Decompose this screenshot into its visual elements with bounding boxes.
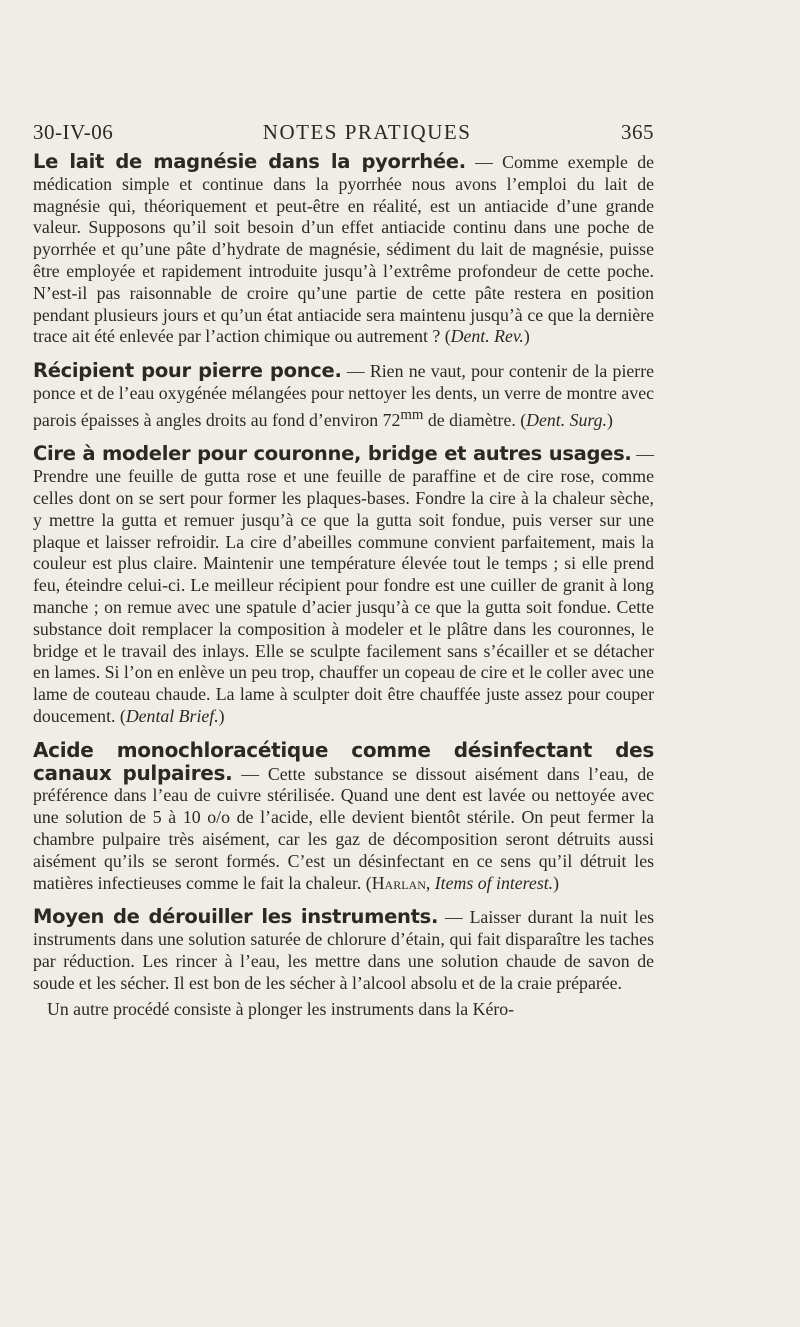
article-magnesia-pyorrhea — [33, 151, 654, 348]
article-heading: Acide monochloracétique comme désinfectant des canaux pulpaires. — [33, 737, 654, 785]
article-body: Comme exemple de médication simple et continue dans la pyorrhée nous avons l’emploi du lait de magnésie qui, théoriquement et peut-être en réalité, est un antiacide d’une grande valeur. Supposons qu’il soit besoin d’un effet antiacide continu dans une poche de pyorrhée et qu’une pâte d’hydrate de magnésie, sédiment du lait de magnésie, puisse être employée et rapidement introduite jusqu’à l’extrême profondeur de cette poche. N’est-il pas raisonnable de croire qu’une partie de cette pâte restera en position pendant plusieurs jours et qu’un état antiacide sera maintenu jusqu’à ce que la dernière trace ait été enlevée par l’action chimique ou autrement ? ( — [33, 152, 654, 347]
page-number: 365 — [620, 120, 654, 144]
header-title: NOTES PRATIQUES — [262, 120, 472, 144]
article-body-end: de diamètre. ( — [423, 409, 527, 430]
article-heading: Récipient pour pierre ponce. — [33, 359, 342, 383]
article-derusting-instruments — [33, 906, 654, 994]
heading-dash: — — [341, 361, 370, 382]
article-source: Dent. Rev. — [450, 326, 524, 347]
heading-dash: — — [631, 444, 654, 465]
closing-paren: ) — [553, 872, 560, 893]
article-body: Cette substance se dissout aisément dans l’eau, de préférence dans l’eau de cuivre stérilisée. Quand une dent est lavée ou nettoyée avec une solution de 5 à 10 o/o de l’acide, elle devient bientôt stérile. On peut fermer la chambre pulpaire très aisément, car les gaz de décomposition seront détruits aussi aisément qu’ils se seront formés. C’est un désinfectant en ce sens qu’il détruit les matières infectieuses comme le fait la chaleur. ( — [33, 763, 655, 893]
heading-dash: — — [465, 152, 503, 172]
closing-paren: ) — [607, 409, 613, 430]
article-body: Laisser durant la nuit les instruments dans une solution saturée de chlorure d’étain, qui fait disparaître les taches par réduction. Les rincer à l’eau, les mettre dans une solution chaude de savon de soude et les sécher. Il est bon de les sécher à l’alcool absolu et de la craie préparée. — [33, 907, 655, 993]
article-source: Dental Brief. — [125, 706, 219, 727]
article-modeling-wax — [33, 443, 654, 727]
article-source: Items of interest. — [434, 872, 554, 893]
header-date: 30-IV-06 — [33, 120, 114, 144]
unit-superscript: mm — [400, 406, 424, 423]
article-heading: Cire à modeler pour couronne, bridge et autres usages. — [33, 442, 632, 466]
article-continuation: Un autre procédé consiste à plonger les instruments dans la Kéro- — [47, 998, 515, 1019]
article-pumice-container — [33, 360, 654, 431]
closing-paren: ) — [523, 326, 530, 347]
heading-dash: — — [438, 907, 470, 928]
article-body: Rien ne vaut, pour contenir de la pierre ponce et de l’eau oxygénée mélangées pour nettoyer les dents, un verre de montre avec parois épaisses à angles droits au fond d’environ 72 — [33, 361, 655, 430]
closing-paren: ) — [218, 706, 225, 727]
article-heading: Moyen de dérouiller les instruments. — [33, 905, 439, 929]
author-comma: , — [425, 872, 435, 893]
article-monochloracetic-acid — [33, 737, 655, 895]
article-body: Prendre une feuille de gutta rose et une feuille de paraffine et de cire rose, comme celles dont on se sert pour former les plaques-bases. Fondre la cire à la chaleur sèche, y mettre la gutta et remuer jusqu’à ce que la gutta soit fondue, puis verser sur une plaque et laisser refroidir. La cire d’abeilles commune convient parfaitement, mais la couleur est plus claire. Maintenir une température élevée tout le temps ; si elle prend feu, éteindre celui-ci. Le meilleur récipient pour fondre est une cuiller de granit à long manche ; on remue avec une spatule d’acier jusqu’à ce que la gutta soit fondue. Cette substance doit remplacer la composition à modeler et le plâtre dans les couronnes, le bridge et le travail des inlays. Elle se sculpte facilement sans s’écailler et se détacher en lames. Si l’on en enlève un peu trop, chauffer un copeau de cire et le coller avec une lame de couteau chaude. La lame à sculpter doit être chauffée juste assez pour couper doucement. ( — [33, 466, 654, 727]
article-heading: Le lait de magnésie dans la pyorrhée. — [33, 150, 466, 173]
article-source: Dent. Surg. — [526, 409, 607, 430]
article-author: Harlan — [371, 872, 426, 893]
heading-dash: — — [232, 763, 268, 784]
running-header — [33, 120, 654, 145]
